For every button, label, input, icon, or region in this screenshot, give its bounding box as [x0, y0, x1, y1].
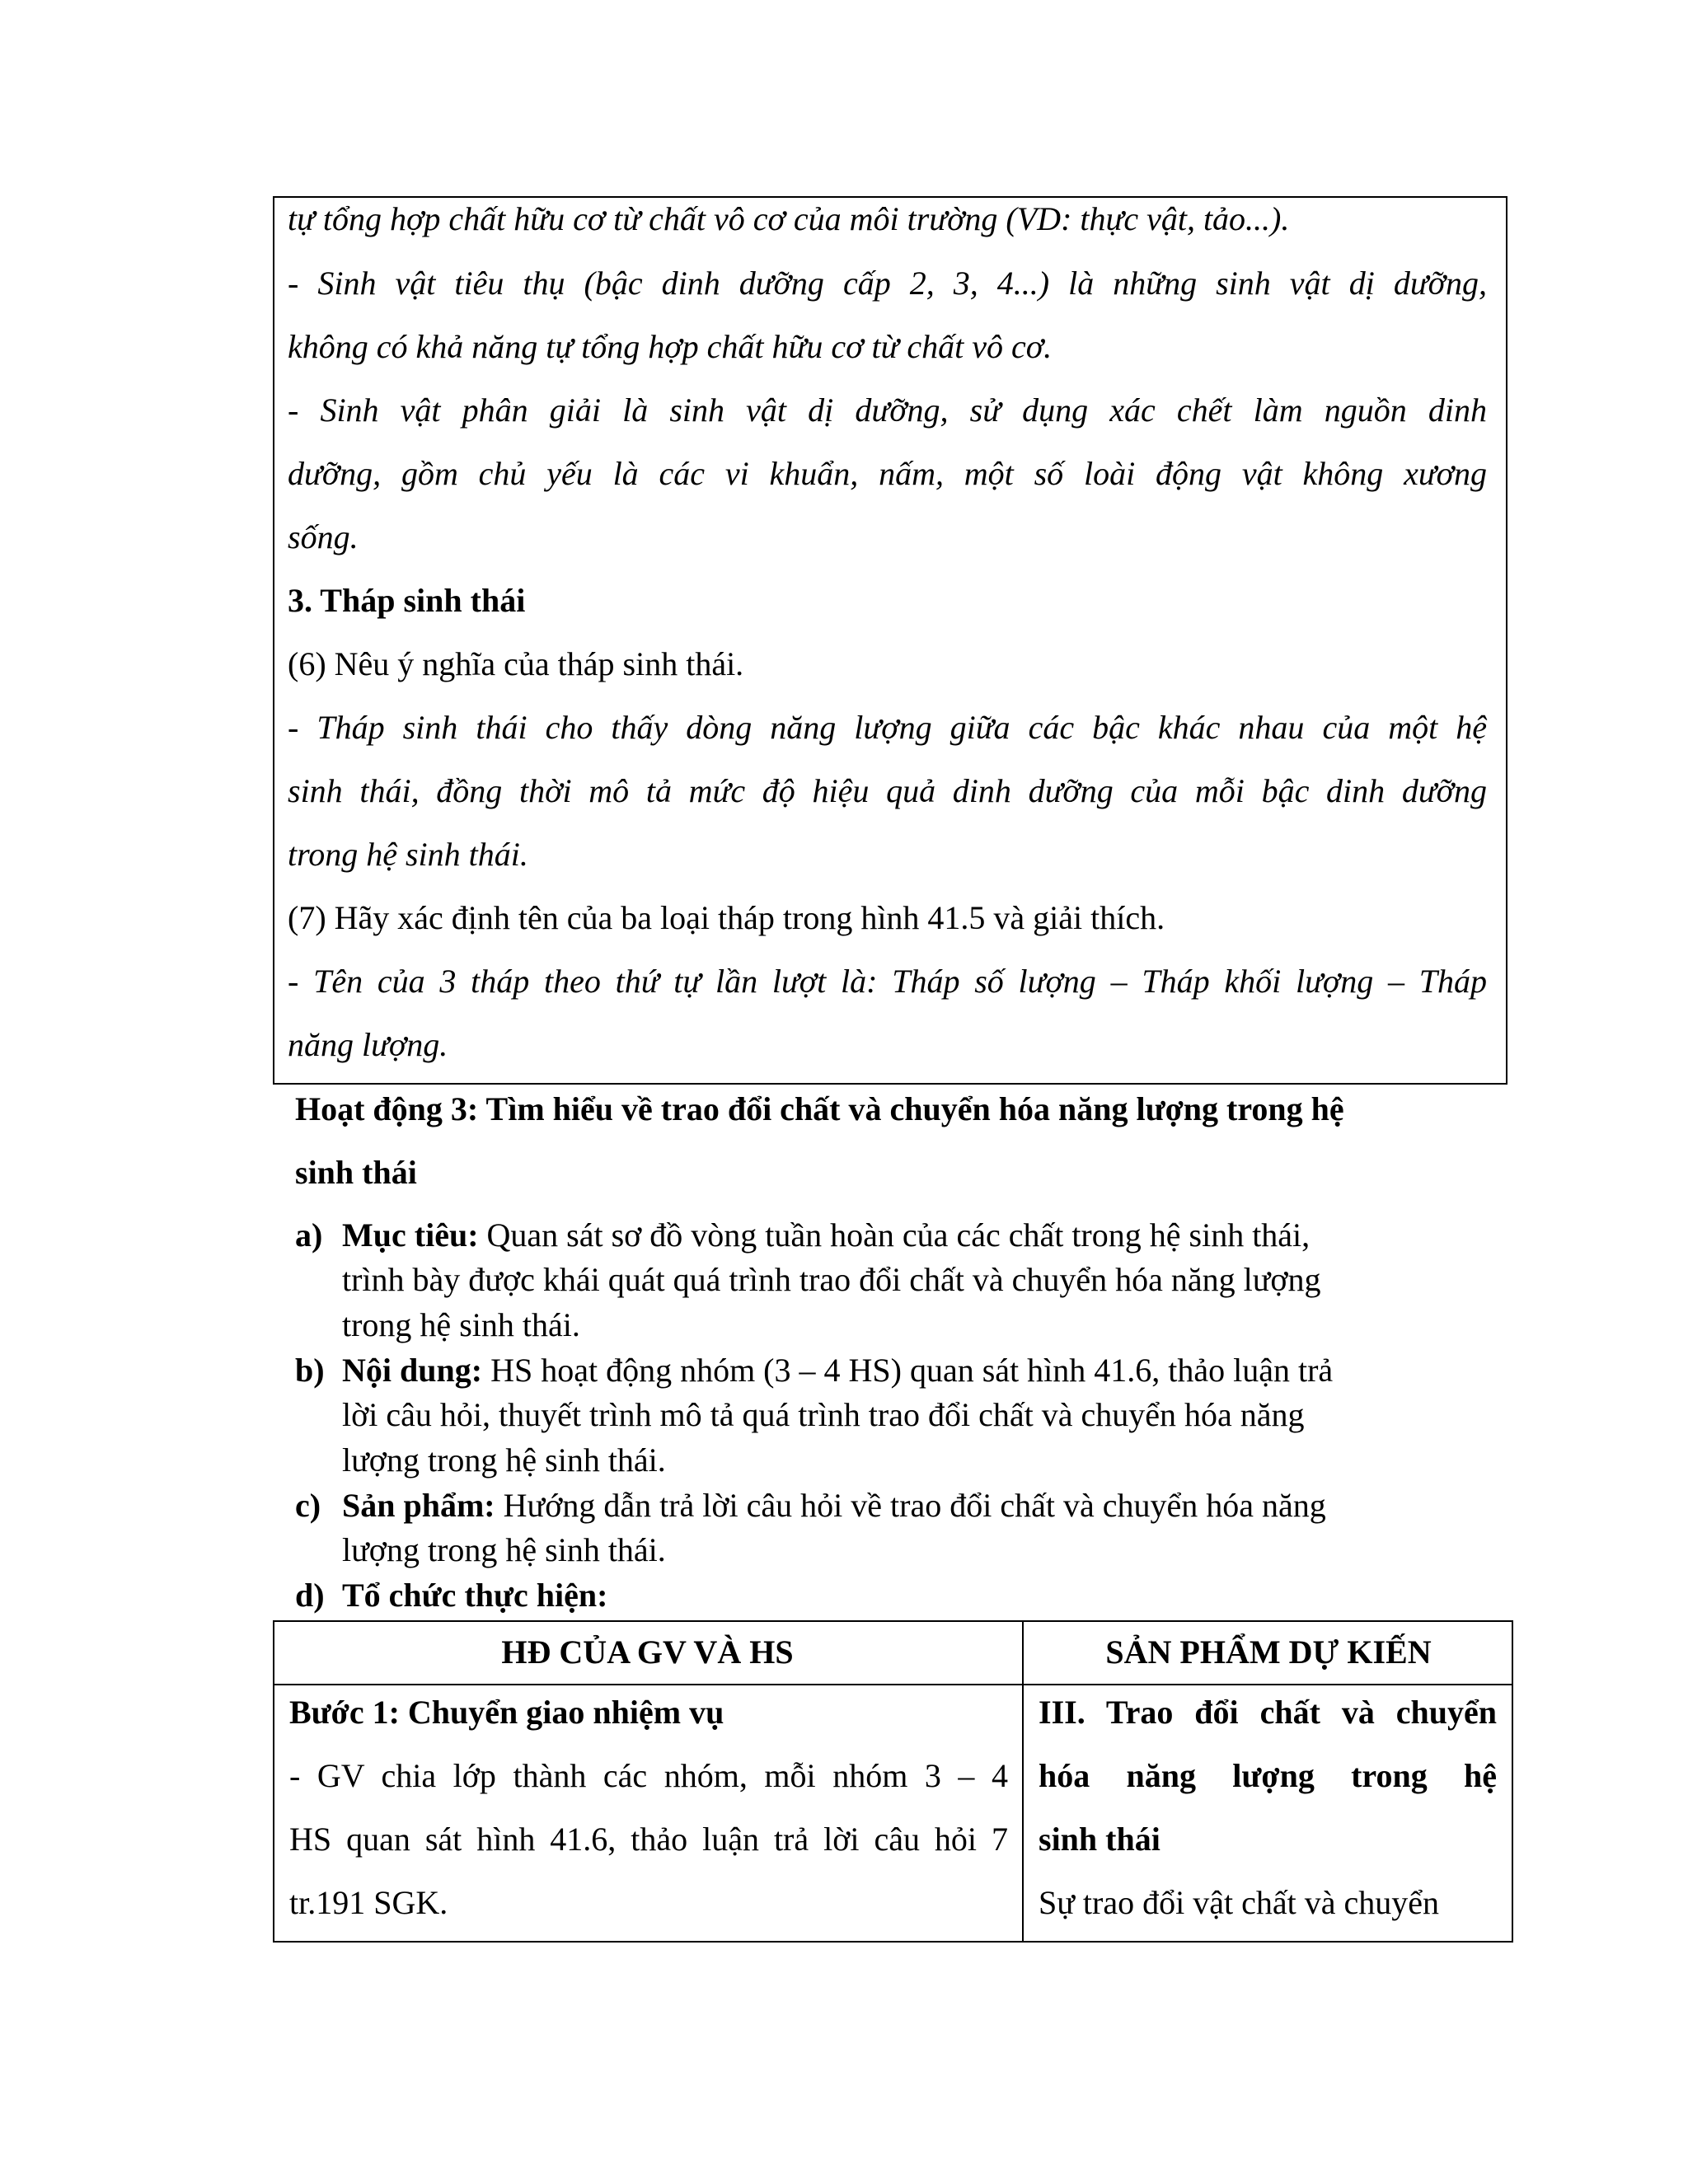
product-line-1	[342, 1489, 1326, 1522]
box-line-5: dưỡng, gồm chủ yếu là các vi khuẩn, nấm, một số loài động vật không xương	[288, 455, 1487, 492]
objective-line-1	[342, 1216, 1311, 1254]
table-cell-step1-line4: tr.191 SGK.	[289, 1884, 448, 1921]
box-line-13: - Tên của 3 tháp theo thứ tự lần lượt là: Tháp số lượng – Tháp khối lượng – Tháp	[288, 963, 1487, 1000]
list-marker-a: a)	[295, 1216, 323, 1254]
activity-heading-cont: sinh thái	[295, 1154, 417, 1191]
list-marker-c: c)	[295, 1487, 321, 1524]
box-line-6: sống.	[288, 518, 359, 555]
table-cell-step1-line2: - GV chia lớp thành các nhóm, mỗi nhóm 3 – 4	[289, 1757, 1008, 1794]
box-line-4: - Sinh vật phân giải là sinh vật dị dưỡng, sử dụng xác chết làm nguồn dinh	[288, 391, 1487, 429]
section-heading: 3. Tháp sinh thái	[288, 582, 526, 619]
activity-heading: Hoạt động 3: Tìm hiểu về trao đổi chất và chuyển hóa năng lượng trong hệ	[295, 1090, 1344, 1127]
table-cell-step1-line3: HS quan sát hình 41.6, thảo luận trả lời câu hỏi 7	[289, 1821, 1008, 1858]
organization-label: Tổ chức thực hiện:	[342, 1577, 608, 1614]
box-line-2: - Sinh vật tiêu thụ (bậc dinh dưỡng cấp 2, 3, 4...) là những sinh vật dị dưỡng,	[288, 265, 1487, 302]
product-text: Hướng dẫn trả lời câu hỏi về trao đổi chất và chuyển hóa năng	[495, 1487, 1326, 1524]
product-label: Sản phẩm:	[342, 1487, 495, 1524]
table-cell-section-title: III. Trao đổi chất và chuyển	[1039, 1694, 1497, 1731]
product-line-2: lượng trong hệ sinh thái.	[342, 1531, 666, 1568]
objective-label: Mục tiêu:	[342, 1216, 479, 1254]
table-header-divider	[273, 1684, 1513, 1685]
table-cell-step1: Bước 1: Chuyển giao nhiệm vụ	[289, 1694, 724, 1731]
table-cell-section-title-line2: hóa năng lượng trong hệ	[1039, 1757, 1497, 1794]
content-label: Nội dung:	[342, 1352, 483, 1389]
table-cell-product-text: Sự trao đổi vật chất và chuyển	[1039, 1884, 1439, 1921]
box-line-10: sinh thái, đồng thời mô tả mức độ hiệu quả dinh dưỡng của mỗi bậc dinh dưỡng	[288, 772, 1487, 809]
table-header-teacher-student: HĐ CỦA GV VÀ HS	[501, 1633, 794, 1671]
list-marker-b: b)	[295, 1352, 325, 1389]
box-line-14: năng lượng.	[288, 1026, 448, 1063]
objective-line-3: trong hệ sinh thái.	[342, 1306, 580, 1343]
list-marker-d: d)	[295, 1577, 325, 1614]
content-text: HS hoạt động nhóm (3 – 4 HS) quan sát hình 41.6, thảo luận trả	[482, 1352, 1334, 1389]
box-line-11: trong hệ sinh thái.	[288, 836, 528, 873]
content-line-2: lời câu hỏi, thuyết trình mô tả quá trình trao đổi chất và chuyển hóa năng	[342, 1396, 1305, 1433]
question-6: (6) Nêu ý nghĩa của tháp sinh thái.	[288, 645, 744, 682]
box-line-1: tự tổng hợp chất hữu cơ từ chất vô cơ của môi trường (VD: thực vật, tảo...).	[288, 200, 1290, 237]
table-header-expected-product: SẢN PHẨM DỰ KIẾN	[1105, 1633, 1432, 1671]
box-line-9: - Tháp sinh thái cho thấy dòng năng lượng giữa các bậc khác nhau của một hệ	[288, 709, 1487, 746]
question-7: (7) Hãy xác định tên của ba loại tháp trong hình 41.5 và giải thích.	[288, 899, 1165, 936]
box-line-3: không có khả năng tự tổng hợp chất hữu cơ từ chất vô cơ.	[288, 328, 1053, 365]
objective-text: Quan sát sơ đồ vòng tuần hoàn của các chất trong hệ sinh thái,	[478, 1216, 1311, 1254]
content-line-3: lượng trong hệ sinh thái.	[342, 1441, 666, 1479]
content-line-1	[342, 1354, 1333, 1387]
table-cell-section-title-line3: sinh thái	[1039, 1821, 1160, 1858]
objective-line-2: trình bày được khái quát quá trình trao đổi chất và chuyển hóa năng lượng	[342, 1261, 1321, 1298]
